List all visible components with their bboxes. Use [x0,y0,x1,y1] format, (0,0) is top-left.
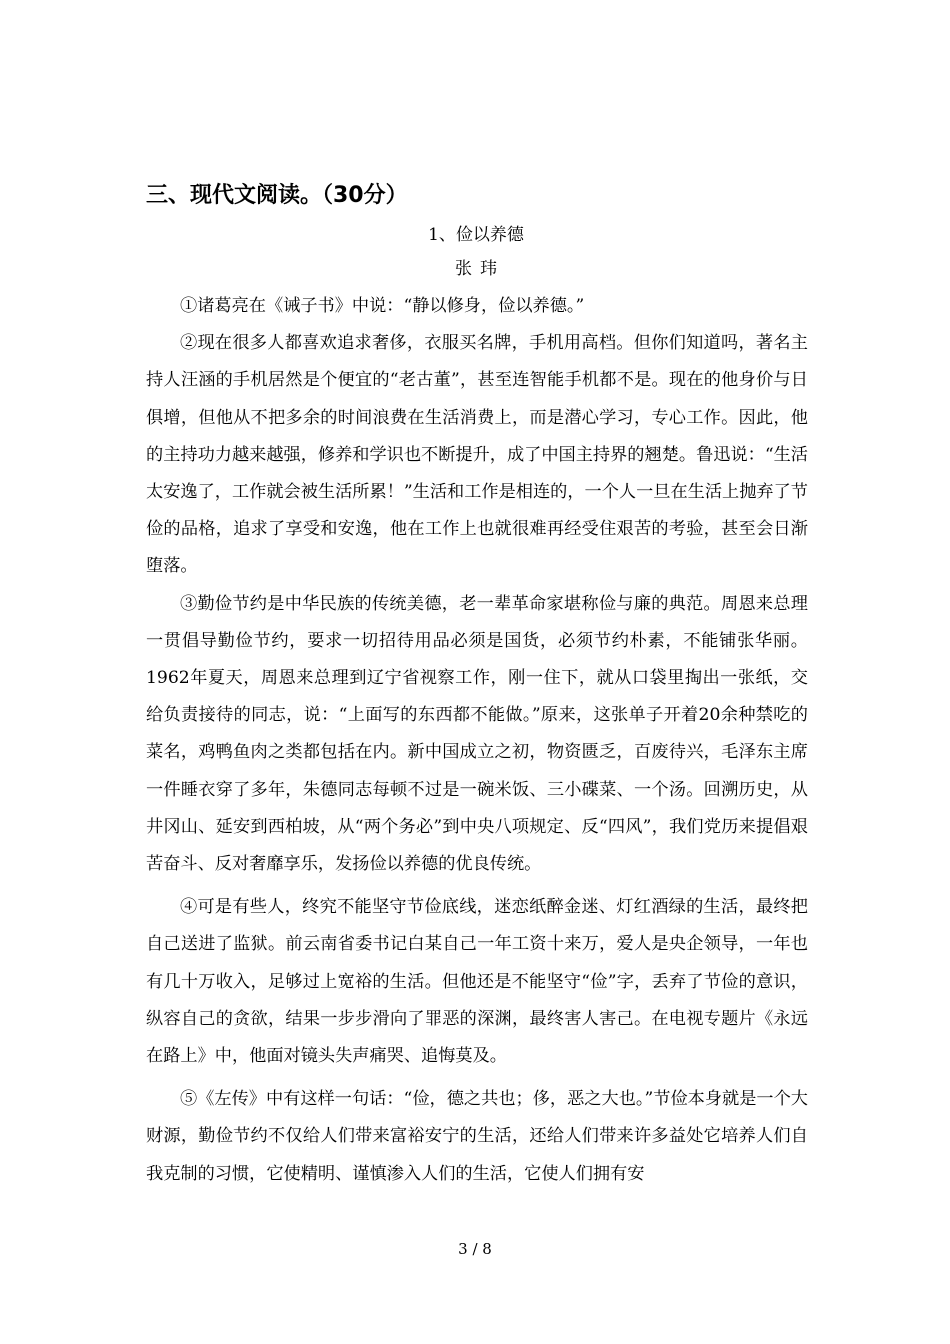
section-heading: 三、现代文阅读。（30分） [146,183,408,208]
page-number: 3 / 8 [458,1240,492,1258]
article-body [146,288,808,1193]
paragraph-2: ②现在很多人都喜欢追求奢侈，衣服买名牌，手机用高档。但你们知道吗，著名主持人汪涵的手机居然是个便宜的“老古董”，甚至连智能手机都不是。现在的他身价与日俱增，但他从不把多余的时间浪费在生活消费上，而是潜心学习，专心工作。因此，他的主持功力越来越强，修养和学识也不断提升，成了中国主持界的翘楚。鲁迅说：“生活太安逸了，工作就会被生活所累！”生活和工作是相连的，一个人一旦在生活上抛弃了节俭的品格，追求了享受和安逸，他在工作上也就很难再经受住艰苦的考验，甚至会日渐堕落。 [146,333,808,577]
paragraph-1: ①诸葛亮在《诫子书》中说：“静以修身，俭以养德。” [180,296,585,316]
article-title: 1、俭以养德 [428,225,524,245]
paragraph-5: ⑤《左传》中有这样一句话：“俭，德之共也；侈，恶之大也。”节俭本身就是一个大财源，勤俭节约不仅给人们带来富裕安宁的生活，还给人们带来许多益处它培养人们自我克制的习惯，它使精明、谨慎渗入人们的生活，它使人们拥有安 [146,1089,808,1184]
paragraph-3: ③勤俭节约是中华民族的传统美德，老一辈革命家堪称俭与廉的典范。周恩来总理一贯倡导勤俭节约，要求一切招待用品必须是国货，必须节约朴素，不能铺张华丽。1962年夏天，周恩来总理到辽宁省视察工作，刚一住下，就从口袋里掏出一张纸，交给负责接待的同志，说：“上面写的东西都不能做。”原来，这张单子开着20余种禁吃的菜名，鸡鸭鱼肉之类都包括在内。新中国成立之初，物资匮乏，百废待兴，毛泽东主席一件睡衣穿了多年，朱德同志每顿不过是一碗米饭、三小碟菜、一个汤。回溯历史，从井冈山、延安到西柏坡，从“两个务必”到中央八项规定、反“四风”，我们党历来提倡艰苦奋斗、反对奢靡享乐，发扬俭以养德的优良传统。 [146,593,808,875]
article-author: 张玮 [455,259,505,279]
paragraph-4: ④可是有些人，终究不能坚守节俭底线，迷恋纸醉金迷、灯红酒绿的生活，最终把自己送进了监狱。前云南省委书记白某自己一年工资十来万，爱人是央企领导，一年也有几十万收入，足够过上宽裕的生活。但他还是不能坚守“俭”字，丢弃了节俭的意识，纵容自己的贪欲，结果一步步滑向了罪恶的深渊，最终害人害己。在电视专题片《永远在路上》中，他面对镜头失声痛哭、追悔莫及。 [146,897,808,1067]
